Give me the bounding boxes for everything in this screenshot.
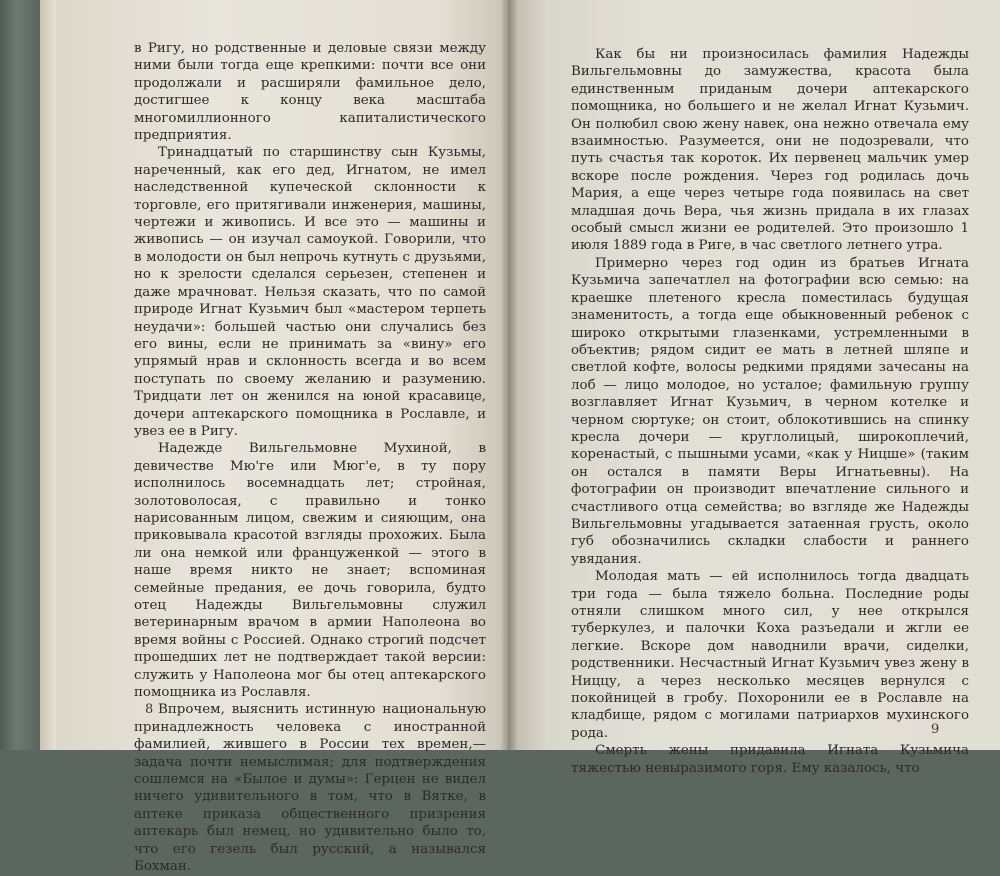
paragraph: Надежде Вильгельмовне Мухиной, в девичестве Мю'ге или Мюг'е, в ту пору исполнилось восемнадцать лет; стройная, золотоволосая, с правильно и тонко нарисованным лицом, свежим и сияющим, она приковывала красотой взгляды прохожих. Была ли она немкой или француженкой — этого в наше время никто не знает; вспоминая семейные предания, ее дочь говорила, будто отец Надежды Вильгельмовны служил ветеринарным врачом в армии Наполеона во время войны с Россией. Однако строгий подсчет прошедших лет не подтверждает такой версии: служить у Наполеона мог бы отец аптекарского помощника из Рославля. <box>134 441 486 701</box>
page-block-edge <box>40 0 56 750</box>
paragraph: Тринадцатый по старшинству сын Кузьмы, нареченный, как его дед, Игнатом, не имел наследственной купеческой склонности к торговле, его притягивали инженерия, машины, чертежи и живопись. И все это — машины и живопись — он изучал самоукой. Говорили, что в молодости он был непрочь кутнуть с друзьями, но к зрелости сделался серьезен, степенен и даже мрачноват. Нельзя сказать, что по самой природе Игнат Кузьмич был «мастером терпеть неудачи»: большей частью они случались без его вины, если не принимать за «вину» его упрямый нрав и склонность всегда и во всем поступать по своему желанию и разумению. Тридцати лет он женился на юной красавице, дочери аптекарского помощника в Рославле, и увез ее в Ригу. <box>134 145 486 439</box>
paragraph: в Ригу, но родственные и деловые связи между ними были тогда еще крепкими: почти все они продолжали и расширяли фамильное дело, достигшее к концу века масштаба многомиллионного капиталистического предприятия. <box>134 41 486 144</box>
right-page-text <box>571 46 969 777</box>
page-number: 8 <box>145 702 154 717</box>
paragraph: Как бы ни произносилась фамилия Надежды Вильгельмовны до замужества, красота была единственным приданым дочери аптекарского помощника, но большего и не желал Игнат Кузьмич. Он полюбил свою жену навек, она нежно отвечала ему взаимностью. Разумеется, они не подозревали, что путь счастья так короток. Их первенец мальчик умер вскоре после рождения. Через год родилась дочь Мария, а еще через четыре года появилась на свет младшая дочь Вера, чья жизнь придала в их глазах особый смысл жизни ее родителей. Это произошло 1 июля 1889 года в Риге, в час светлого летнего утра. <box>571 47 969 254</box>
page-number: 9 <box>931 722 940 737</box>
book-gutter-shadow <box>500 0 518 750</box>
left-page-text <box>134 40 486 876</box>
paragraph: Впрочем, выяснить истинную национальную принадлежность человека с иностранной фамилией, жившего в России тех времен,— задача почти немыслимая; для подтверждения сошлемся на «Былое и думы»: Герцен не видел ничего удивительного в том, что в Вятке, в аптеке приказа общественного призрения аптекарь был немец, но удивительно было то, что его гезель был русский, а назывался Бохман. <box>134 702 486 875</box>
paragraph: Смерть жены придавила Игната Кузьмича тяжестью невыразимого горя. Ему казалось, что <box>571 743 969 776</box>
left-page <box>56 0 508 875</box>
paragraph: Примерно через год один из братьев Игната Кузьмича запечатлел на фотографии всю семью: на краешке плетеного кресла поместилась будущая знаменитость, а тогда еще обыкновенный ребенок с широко открытыми глазенками, устремленными в объектив; рядом сидит ее мать в летней шляпе и светлой кофте, волосы редкими прядями зачесаны на лоб — лицо молодое, но усталое; фамильную группу возглавляет Игнат Кузьмич, в черном котелке и черном сюртуке; он стоит, облокотившись на спинку кресла дочери — круглолицый, широкоплечий, коренастый, с пышными усами, «как у Ницше» (таким он остался в памяти Веры Игнатьевны). На фотографии он производит впечатление сильного и счастливого отца семейства; во взгляде же Надежды Вильгельмовны угадывается затаенная грусть, около губ обозначились складки слабости и раннего увядания. <box>571 255 969 567</box>
book-cover-binding <box>0 0 40 750</box>
right-page <box>508 0 1000 776</box>
paragraph: Молодая мать — ей исполнилось тогда двадцать три года — была тяжело больна. Последние роды отняли слишком много сил, у нее открылся туберкулез, и палочки Коха разъедали и жгли ее легкие. Вскоре дом наводнили врачи, сиделки, родственники. Несчастный Игнат Кузьмич увез жену в Ниццу, а через несколько месяцев вернулся с покойницей в гробу. Похоронили ее в Рославле на кладбище, рядом с могилами патриархов мухинского рода. <box>571 569 969 741</box>
